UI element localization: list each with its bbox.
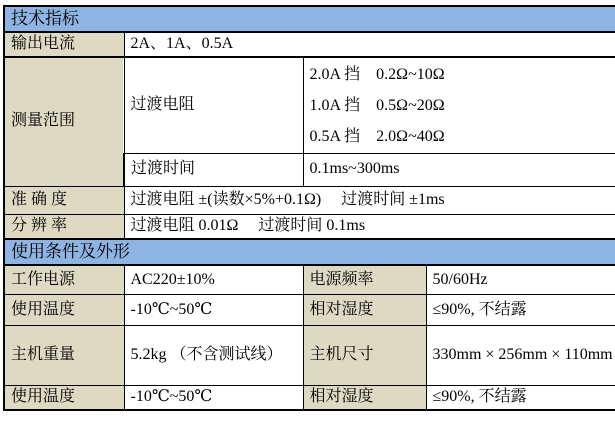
spec-table xyxy=(3,5,615,411)
measure-range-label: 测量范围 xyxy=(4,57,124,187)
accuracy-label: 准 确 度 xyxy=(4,186,124,214)
section1-header-row xyxy=(4,6,615,32)
host-weight-value: 5.2kg （不含测试线） xyxy=(124,326,303,386)
operating-temp-value-2: -10℃~50℃ xyxy=(124,386,303,410)
weight-size-row xyxy=(4,326,615,386)
section2-title: 使用条件及外形 xyxy=(4,239,615,265)
relative-humidity-label-2: 相对湿度 xyxy=(303,386,426,410)
resolution-row xyxy=(4,214,615,238)
section1-title: 技术指标 xyxy=(4,6,615,32)
power-frequency-label: 电源频率 xyxy=(303,265,426,295)
temperature-row xyxy=(4,295,615,326)
transition-resistance-ranges xyxy=(303,57,615,154)
spec-table-container xyxy=(3,5,615,426)
power-frequency-value: 50/60Hz xyxy=(426,265,615,295)
accuracy-value: 过渡电阻 ±(读数×5%+0.1Ω) 过渡时间 ±1ms xyxy=(124,186,615,214)
relative-humidity-label: 相对湿度 xyxy=(303,295,426,326)
relative-humidity-value-2: ≤90%, 不结露 xyxy=(426,386,615,410)
host-size-value: 330mm × 256mm × 110mm xyxy=(426,326,615,386)
operating-temp-label-2: 使用温度 xyxy=(4,386,124,410)
temperature-row-2 xyxy=(4,386,615,410)
accuracy-row xyxy=(4,186,615,214)
output-current-label: 输出电流 xyxy=(4,32,124,57)
transition-time-value: 0.1ms~300ms xyxy=(303,153,615,186)
relative-humidity-value: ≤90%, 不结露 xyxy=(426,295,615,326)
working-power-label: 工作电源 xyxy=(4,265,124,295)
resolution-value: 过渡电阻 0.01Ω 过渡时间 0.1ms xyxy=(124,214,615,238)
range-line-1a: 1.0A 挡 0.5Ω~20Ω xyxy=(309,96,445,114)
measure-range-resistance-row xyxy=(4,57,615,154)
host-weight-label: 主机重量 xyxy=(4,326,124,386)
host-size-label: 主机尺寸 xyxy=(303,326,426,386)
transition-resistance-label: 过渡电阻 xyxy=(124,57,303,154)
operating-temp-label: 使用温度 xyxy=(4,295,124,326)
range-line-2a: 2.0A 挡 0.2Ω~10Ω xyxy=(309,65,445,83)
output-current-row xyxy=(4,32,615,57)
resolution-label: 分 辨 率 xyxy=(4,214,124,238)
operating-temp-value: -10℃~50℃ xyxy=(124,295,303,326)
range-line-05a: 0.5A 挡 2.0Ω~40Ω xyxy=(309,127,445,145)
transition-time-label: 过渡时间 xyxy=(124,153,303,186)
output-current-value: 2A、1A、0.5A xyxy=(124,32,615,57)
working-power-value: AC220±10% xyxy=(124,265,303,295)
section2-header-row xyxy=(4,239,615,265)
power-row xyxy=(4,265,615,295)
